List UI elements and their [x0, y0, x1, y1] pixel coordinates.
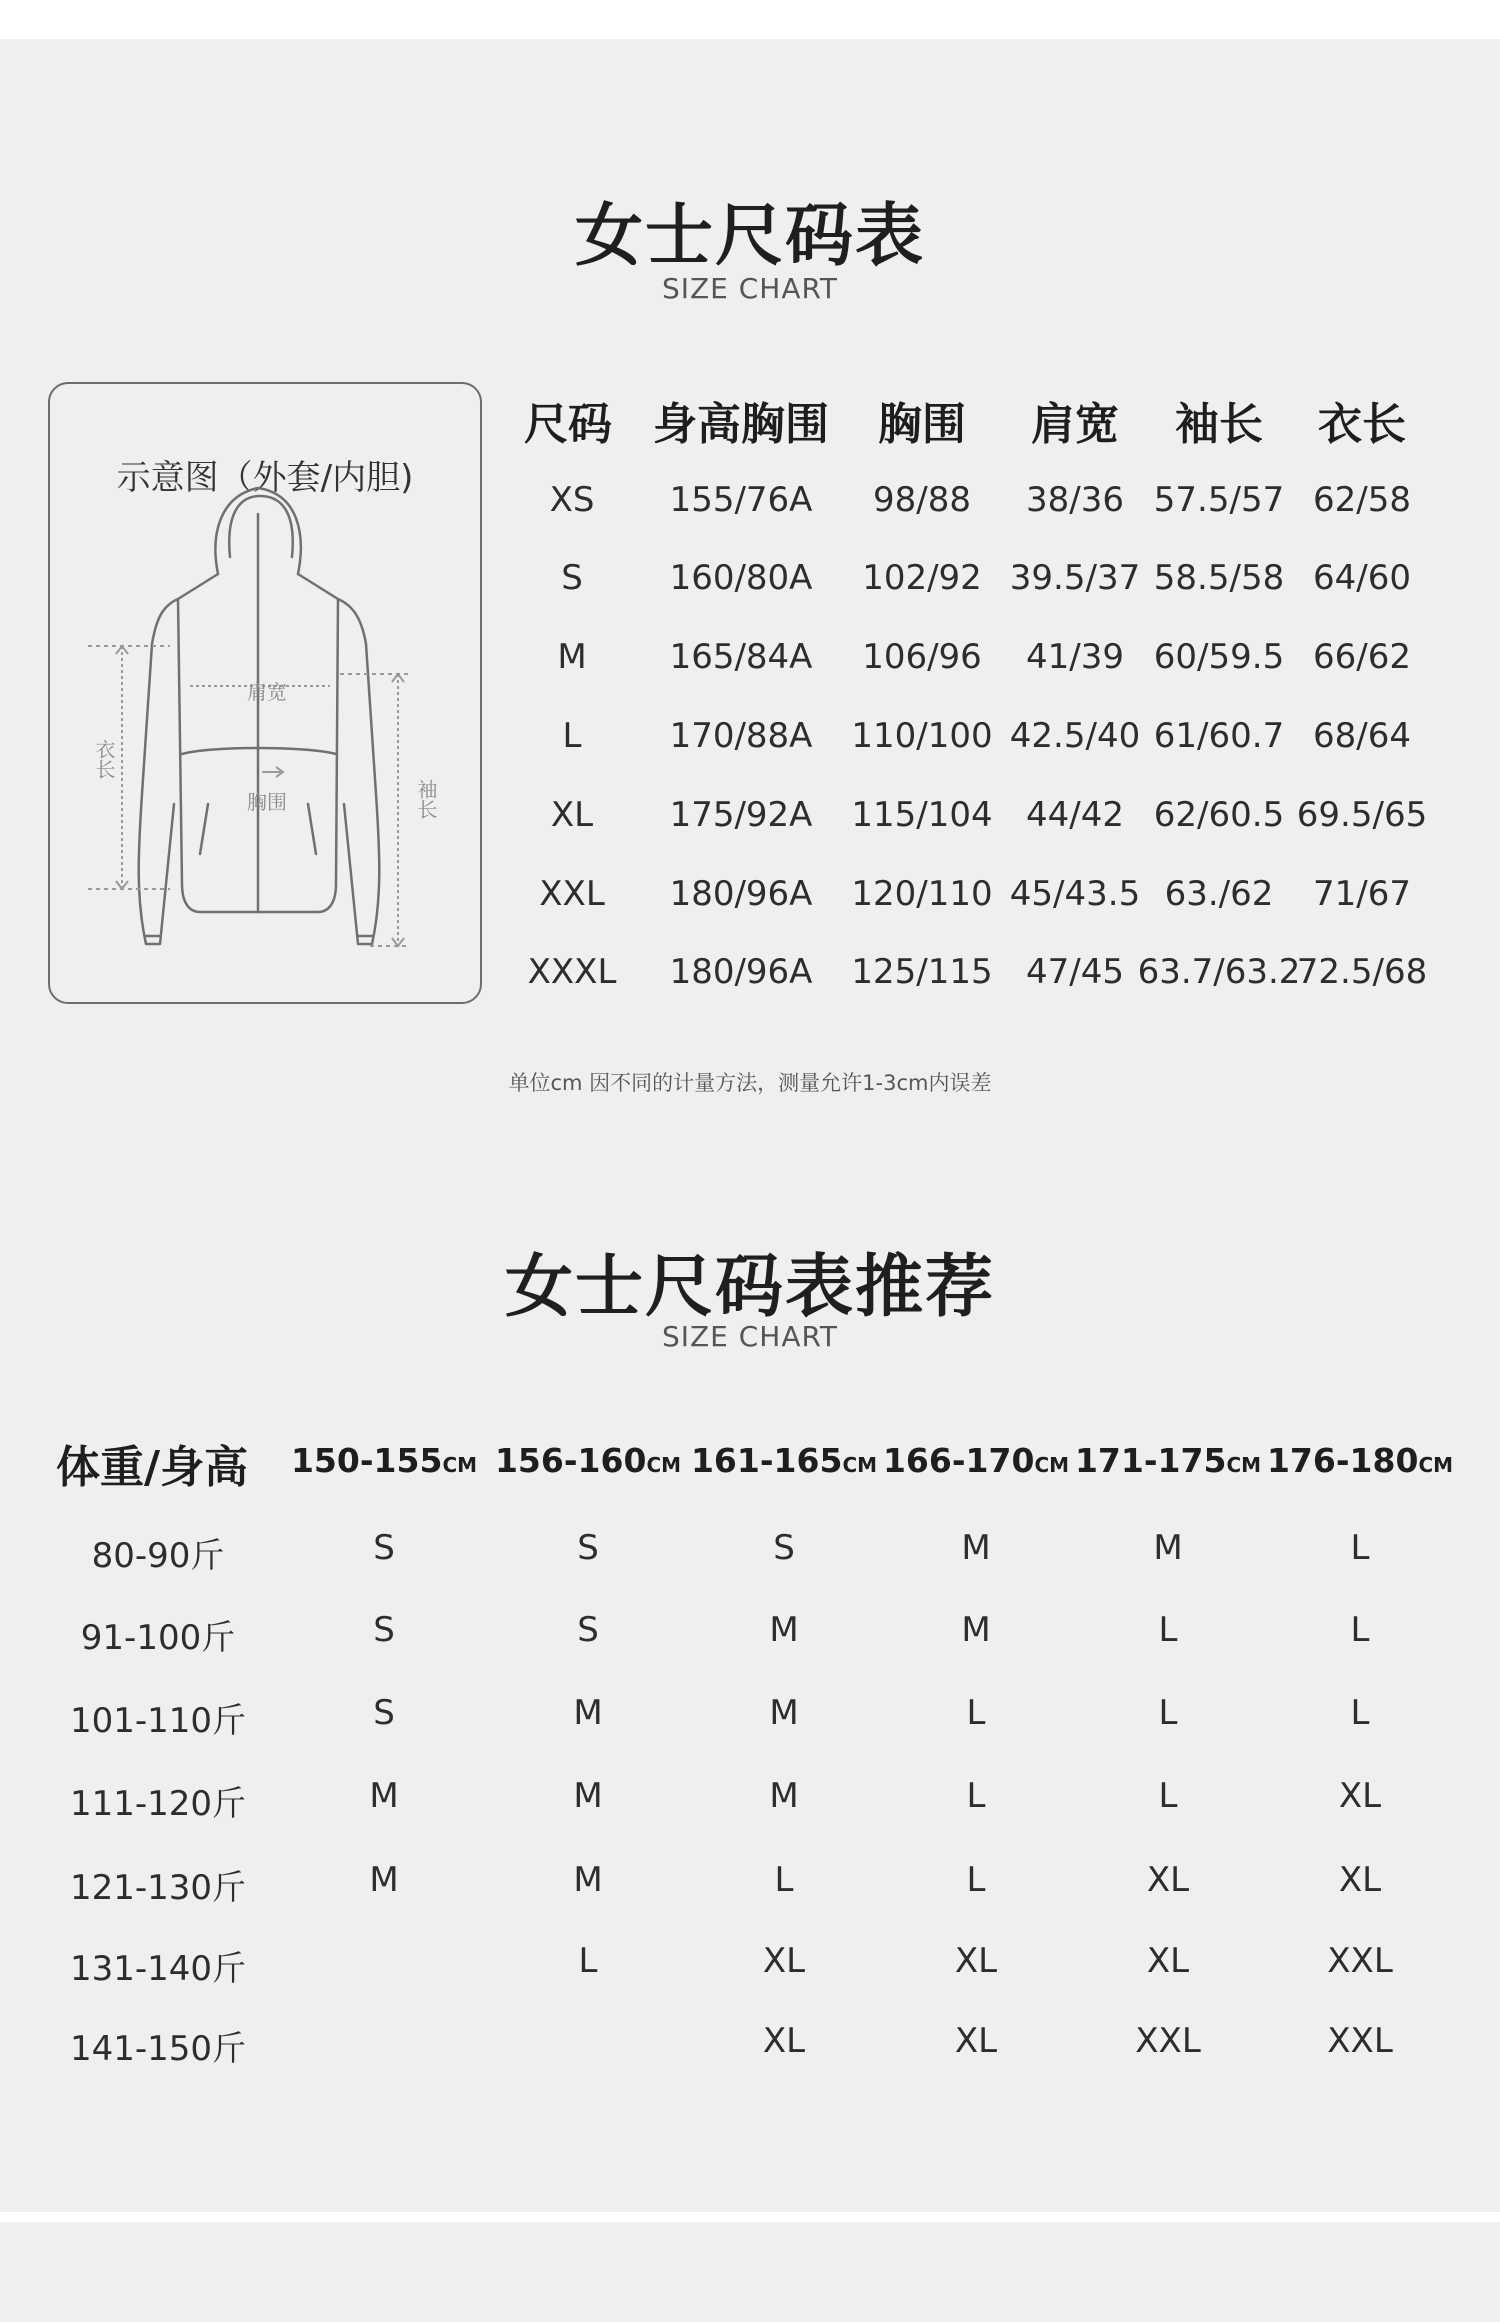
- size-table-cell: 98/88: [873, 480, 971, 520]
- size-table-cell: 63.7/63.2: [1137, 952, 1301, 992]
- recommended-size-cell: XXL: [1135, 2021, 1201, 2061]
- size-table-header: 袖长: [1175, 399, 1263, 450]
- size-table-cell: 175/92A: [669, 795, 813, 835]
- recommended-size-cell: L: [966, 1776, 986, 1816]
- recommended-size-cell: L: [774, 1860, 794, 1900]
- size-table-cell: 170/88A: [669, 716, 813, 756]
- size-table-cell: 45/43.5: [1009, 874, 1141, 914]
- size-table-cell: 47/45: [1026, 952, 1124, 992]
- size-table-cell: 39.5/37: [1009, 558, 1141, 598]
- size-table-cell: 62/58: [1313, 480, 1411, 520]
- size-chart-subtitle: SIZE CHART: [661, 272, 839, 305]
- height-range-value: 161-165: [690, 1441, 843, 1480]
- weight-range-label: 141-150斤: [69, 2029, 247, 2069]
- height-range-header: [883, 1441, 1069, 1480]
- size-label-cell: S: [561, 558, 583, 598]
- weight-range-label: 121-130斤: [69, 1868, 247, 1908]
- size-table-cell: 63./62: [1164, 874, 1274, 914]
- height-range-unit: CM: [842, 1453, 878, 1477]
- size-table-cell: 57.5/57: [1153, 480, 1285, 520]
- recommendation-title: 女士尺码表推荐: [504, 1248, 995, 1327]
- height-range-unit: CM: [646, 1453, 682, 1477]
- jacket-diagram-box: [48, 382, 482, 1004]
- size-label-cell: XXL: [539, 874, 605, 914]
- recommended-size-cell: L: [1350, 1528, 1370, 1568]
- measurement-note: 单位cm 因不同的计量方法，测量允许1-3cm内误差: [508, 1071, 992, 1095]
- weight-range-label: 111-120斤: [69, 1784, 247, 1824]
- recommended-size-cell: XL: [954, 1941, 998, 1981]
- recommended-size-cell: L: [1158, 1776, 1178, 1816]
- size-label-cell: L: [562, 716, 582, 756]
- recommended-size-cell: XL: [1146, 1860, 1190, 1900]
- diagram-label-chest: 胸围: [247, 790, 287, 814]
- height-range-value: 171-175: [1074, 1441, 1227, 1480]
- size-table-cell: 71/67: [1313, 874, 1411, 914]
- size-table-cell: 60/59.5: [1153, 637, 1285, 677]
- size-table-cell: 61/60.7: [1153, 716, 1285, 756]
- recommended-size-cell: XL: [762, 2021, 806, 2061]
- weight-height-corner-header: 体重/身高: [56, 1442, 249, 1493]
- height-range-value: 156-160: [494, 1441, 647, 1480]
- weight-range-label: 101-110斤: [69, 1701, 247, 1741]
- size-table-cell: 44/42: [1026, 795, 1124, 835]
- height-range-unit: CM: [442, 1453, 478, 1477]
- recommended-size-cell: XL: [762, 1941, 806, 1981]
- recommended-size-cell: XL: [1338, 1860, 1382, 1900]
- size-table-cell: 62/60.5: [1153, 795, 1285, 835]
- height-range-unit: CM: [1226, 1453, 1262, 1477]
- size-table-cell: 72.5/68: [1296, 952, 1428, 992]
- size-table-cell: 69.5/65: [1296, 795, 1428, 835]
- recommended-size-cell: L: [966, 1693, 986, 1733]
- size-label-cell: XS: [549, 480, 595, 520]
- recommended-size-cell: S: [373, 1610, 395, 1650]
- recommended-size-cell: S: [577, 1610, 599, 1650]
- recommended-size-cell: L: [966, 1860, 986, 1900]
- height-range-header: [495, 1441, 681, 1480]
- size-label-cell: M: [557, 637, 587, 677]
- recommended-size-cell: M: [573, 1776, 603, 1816]
- recommended-size-cell: M: [769, 1610, 799, 1650]
- size-table-cell: 115/104: [851, 795, 993, 835]
- size-table-header: 尺码: [524, 399, 612, 450]
- size-table-header: 胸围: [878, 399, 966, 450]
- height-range-header: [1075, 1441, 1261, 1480]
- size-table-cell: 102/92: [862, 558, 982, 598]
- recommended-size-cell: L: [1158, 1610, 1178, 1650]
- recommended-size-cell: XL: [1338, 1776, 1382, 1816]
- diagram-caption: 示意图（外套/内胆): [116, 458, 414, 498]
- height-range-header: [291, 1441, 477, 1480]
- size-table-cell: 180/96A: [669, 874, 813, 914]
- recommended-size-cell: M: [769, 1693, 799, 1733]
- height-range-unit: CM: [1418, 1453, 1454, 1477]
- weight-range-label: 80-90斤: [91, 1536, 225, 1576]
- size-table-cell: 64/60: [1313, 558, 1411, 598]
- recommended-size-cell: L: [578, 1941, 598, 1981]
- recommended-size-cell: XXL: [1327, 1941, 1393, 1981]
- recommended-size-cell: S: [373, 1693, 395, 1733]
- recommended-size-cell: S: [373, 1528, 395, 1568]
- size-table-cell: 58.5/58: [1153, 558, 1285, 598]
- height-range-header: [691, 1441, 877, 1480]
- recommended-size-cell: L: [1350, 1610, 1370, 1650]
- recommended-size-cell: S: [577, 1528, 599, 1568]
- recommended-size-cell: M: [369, 1860, 399, 1900]
- diagram-label-length: 衣长: [92, 739, 116, 779]
- recommended-size-cell: XL: [1146, 1941, 1190, 1981]
- size-table-cell: 106/96: [862, 637, 982, 677]
- height-range-unit: CM: [1034, 1453, 1070, 1477]
- height-range-header: [1267, 1441, 1453, 1480]
- size-table-cell: 155/76A: [669, 480, 813, 520]
- diagram-label-shoulder: 肩宽: [247, 680, 287, 704]
- size-table-cell: 110/100: [851, 716, 993, 756]
- recommended-size-cell: M: [573, 1693, 603, 1733]
- size-table-cell: 165/84A: [669, 637, 813, 677]
- next-panel: [0, 2222, 1500, 2322]
- recommended-size-cell: M: [369, 1776, 399, 1816]
- recommended-size-cell: M: [961, 1528, 991, 1568]
- size-table-cell: 42.5/40: [1009, 716, 1141, 756]
- size-table-cell: 180/96A: [669, 952, 813, 992]
- size-table-cell: 125/115: [851, 952, 993, 992]
- recommended-size-cell: L: [1350, 1693, 1370, 1733]
- recommended-size-cell: XXL: [1327, 2021, 1393, 2061]
- height-range-value: 150-155: [290, 1441, 443, 1480]
- size-table-cell: 160/80A: [669, 558, 813, 598]
- recommended-size-cell: S: [773, 1528, 795, 1568]
- size-table-header: 身高胸围: [653, 399, 829, 450]
- recommended-size-cell: XL: [954, 2021, 998, 2061]
- size-label-cell: XL: [550, 795, 594, 835]
- recommended-size-cell: M: [961, 1610, 991, 1650]
- size-table-cell: 66/62: [1313, 637, 1411, 677]
- weight-range-label: 91-100斤: [80, 1618, 236, 1658]
- height-range-value: 176-180: [1266, 1441, 1419, 1480]
- size-table-header: 衣长: [1318, 399, 1406, 450]
- recommended-size-cell: M: [1153, 1528, 1183, 1568]
- recommendation-subtitle: SIZE CHART: [661, 1320, 839, 1353]
- size-table-header: 肩宽: [1031, 399, 1119, 450]
- size-label-cell: XXXL: [527, 952, 617, 992]
- recommended-size-cell: M: [769, 1776, 799, 1816]
- recommended-size-cell: M: [573, 1860, 603, 1900]
- size-table-cell: 120/110: [851, 874, 993, 914]
- size-table-cell: 68/64: [1313, 716, 1411, 756]
- size-chart-title: 女士尺码表: [574, 197, 925, 276]
- size-table-cell: 41/39: [1026, 637, 1124, 677]
- size-table-cell: 38/36: [1026, 480, 1124, 520]
- height-range-value: 166-170: [882, 1441, 1035, 1480]
- recommended-size-cell: L: [1158, 1693, 1178, 1733]
- weight-range-label: 131-140斤: [69, 1949, 247, 1989]
- diagram-label-sleeve: 袖长: [414, 779, 438, 819]
